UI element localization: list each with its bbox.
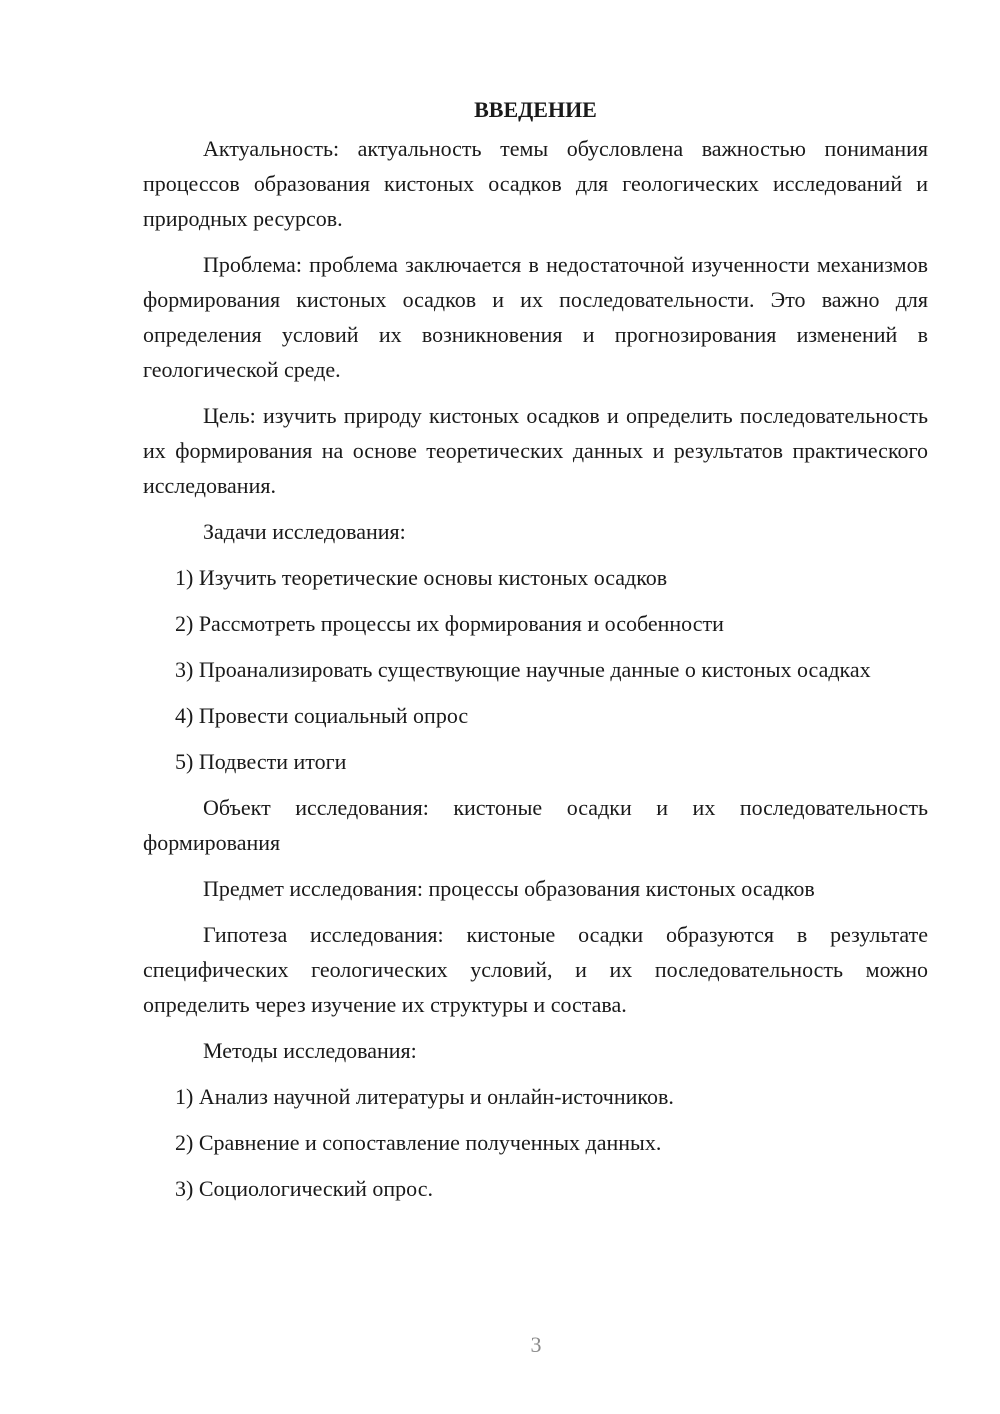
task-item: 3) Проанализировать существующие научные данные о кистоных осадках xyxy=(175,657,871,682)
tasks-heading: Задачи исследования: xyxy=(203,519,406,544)
methods-heading: Методы исследования: xyxy=(203,1038,417,1063)
method-item: 3) Социологический опрос. xyxy=(175,1176,433,1201)
method-item: 2) Сравнение и сопоставление полученных данных. xyxy=(175,1130,662,1155)
section-title: ВВЕДЕНИЕ xyxy=(474,97,597,122)
subject-paragraph: Предмет исследования: процессы образования кистоных осадков xyxy=(203,876,815,901)
goal-paragraph: Цель: изучить природу кистоных осадков и определить последовательность их формирования на основе теоретических данных и результатов практического исследования. xyxy=(143,403,928,498)
actuality-paragraph: Актуальность: актуальность темы обусловлена важностью понимания процессов образования кистоных осадков для геологических исследований и природных ресурсов. xyxy=(143,136,928,231)
task-item: 4) Провести социальный опрос xyxy=(175,703,469,728)
method-item: 1) Анализ научной литературы и онлайн-источников. xyxy=(175,1084,674,1109)
page-content xyxy=(143,92,928,1217)
task-item: 1) Изучить теоретические основы кистоных осадков xyxy=(175,565,668,590)
hypothesis-paragraph: Гипотеза исследования: кистоные осадки образуются в результате специфических геологических условий, и их последовательность можно определить через изучение их структуры и состава. xyxy=(143,922,928,1017)
problem-paragraph: Проблема: проблема заключается в недостаточной изученности механизмов формирования кистоных осадков и их последовательности. Это важно для определения условий их возникновения и прогнозирования изменений в геологической среде. xyxy=(143,252,928,382)
task-item: 2) Рассмотреть процессы их формирования и особенности xyxy=(175,611,724,636)
page-number: 3 xyxy=(530,1332,542,1357)
task-item: 5) Подвести итоги xyxy=(175,749,347,774)
object-paragraph: Объект исследования: кистоные осадки и их последовательность формирования xyxy=(143,795,928,855)
